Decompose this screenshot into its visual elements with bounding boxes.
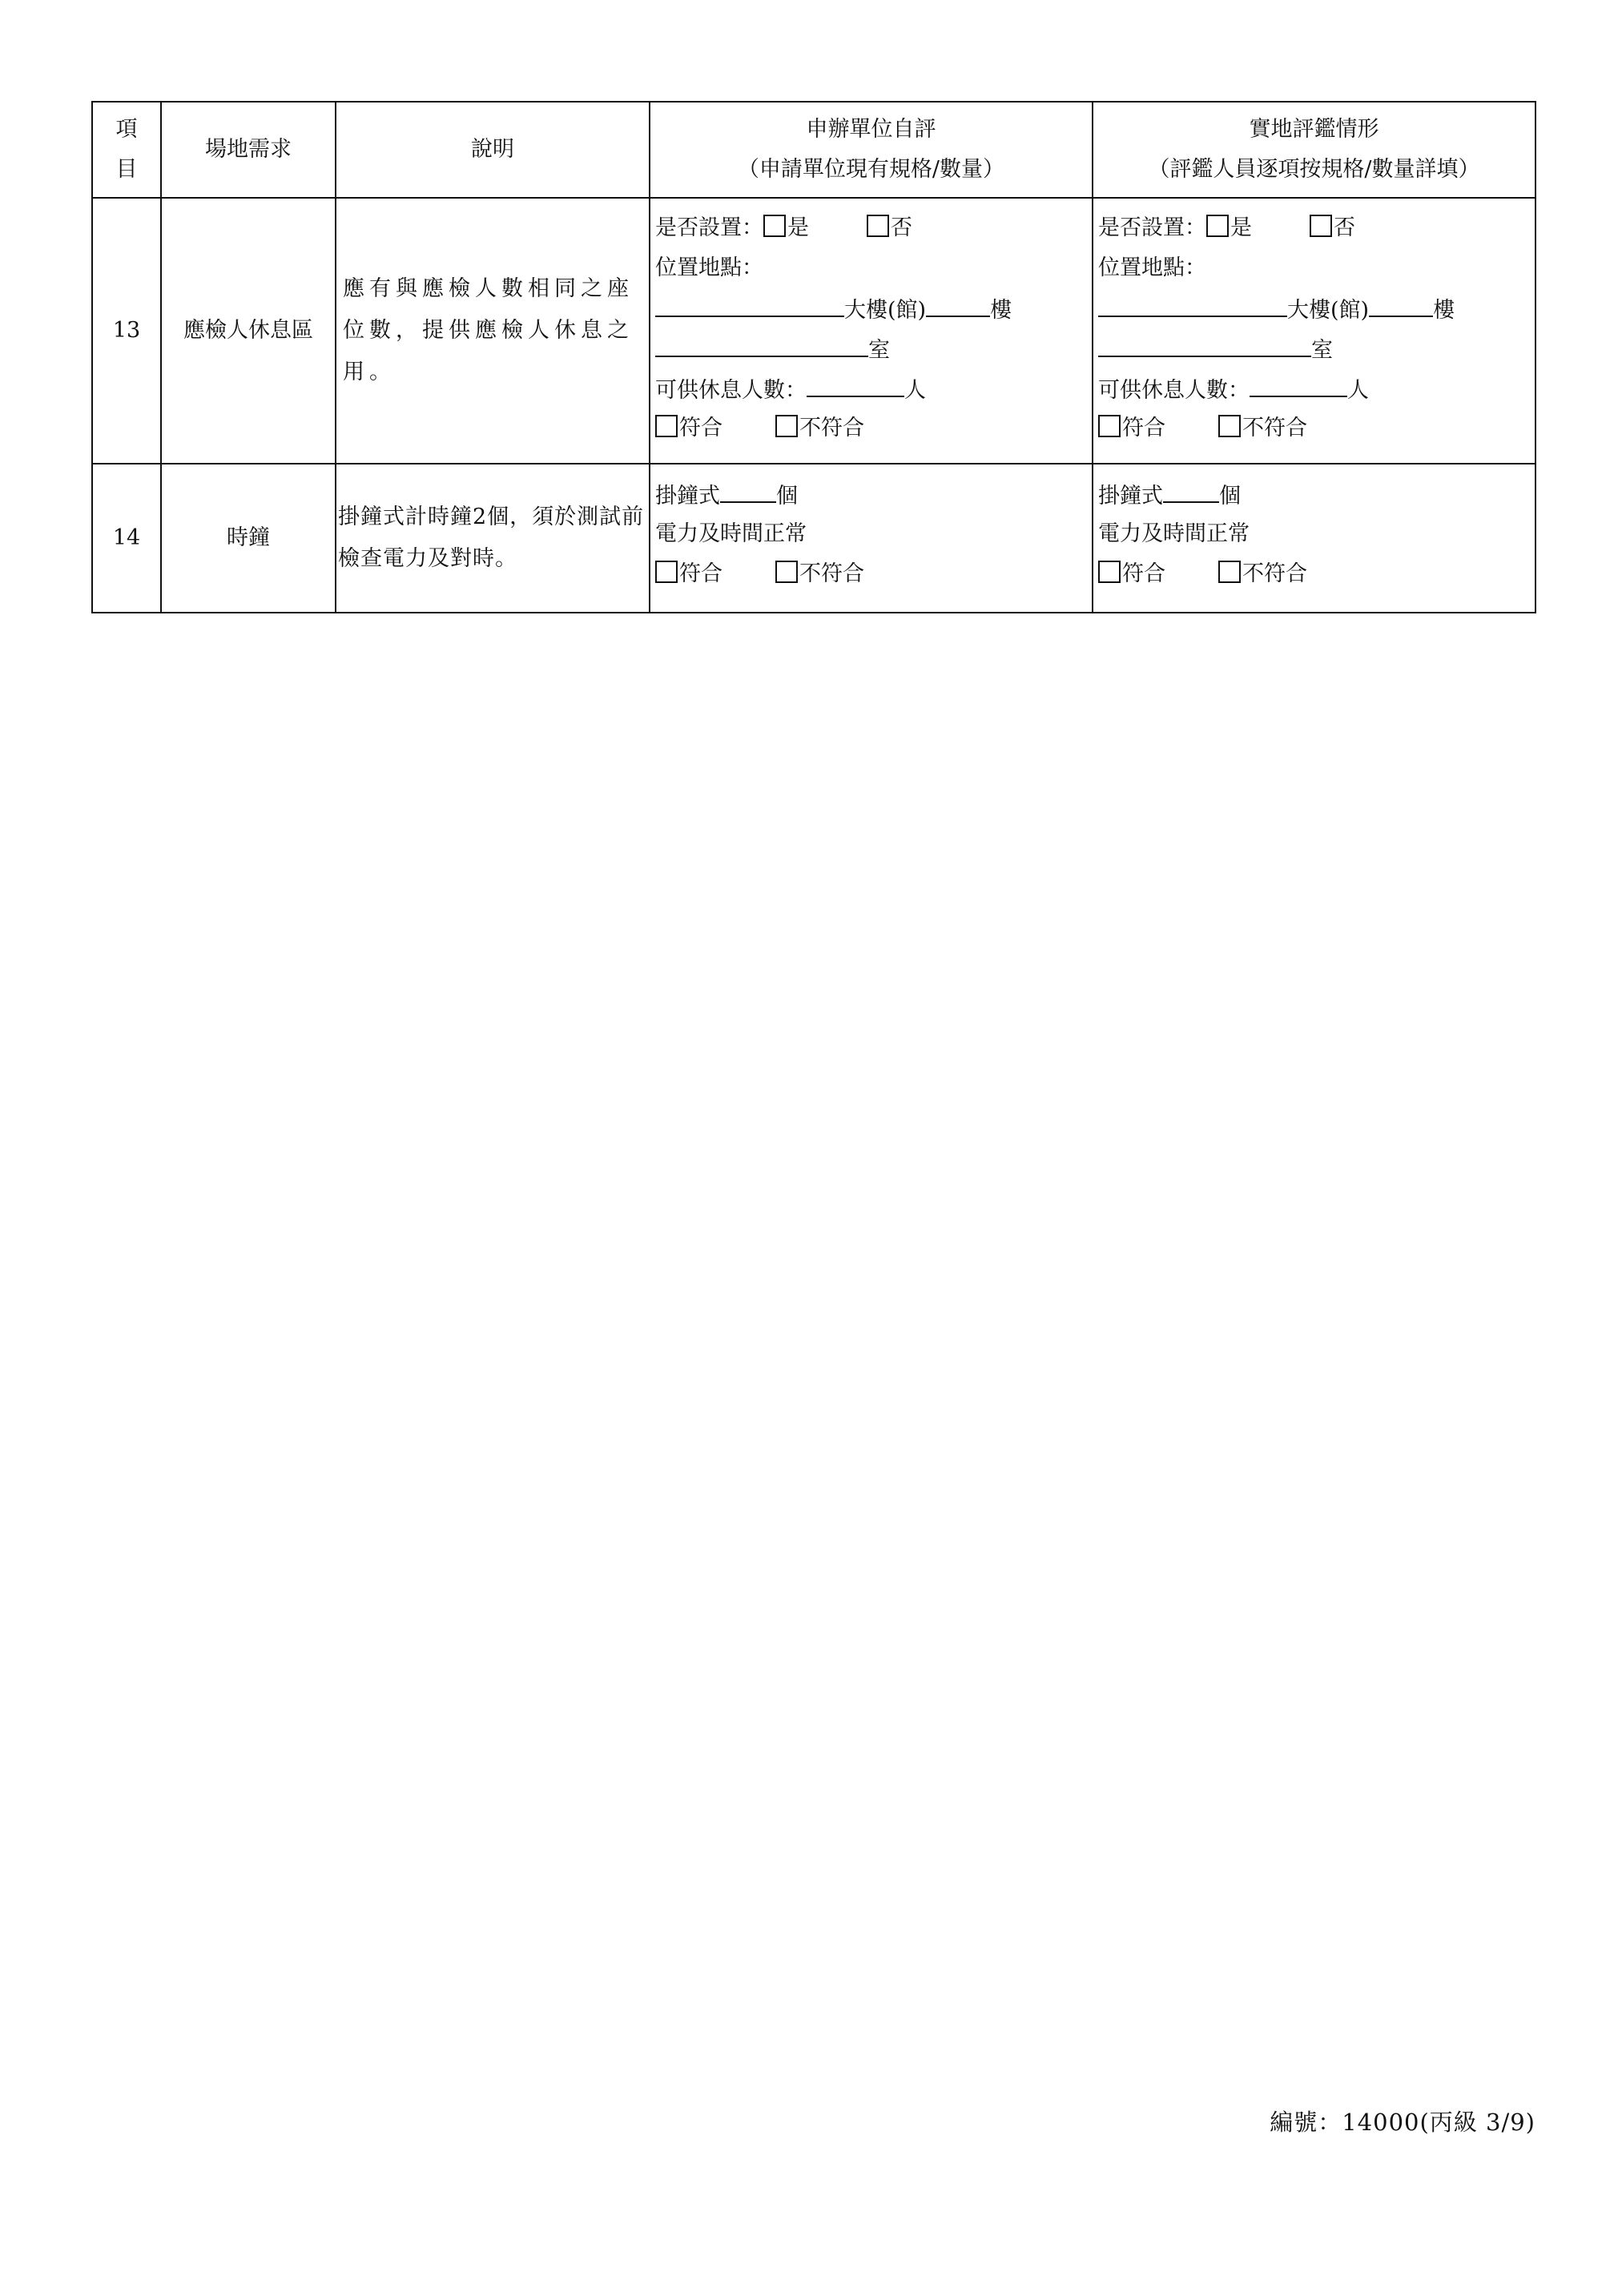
no-checkbox[interactable] bbox=[867, 215, 889, 237]
pass-checkbox[interactable] bbox=[1098, 415, 1121, 437]
room-input[interactable] bbox=[1098, 328, 1311, 357]
self-evaluation-cell: 是否設置： 是 否 位置地點： 大樓(館) 樓 室 可供休息人數： 人 符合 不符合 bbox=[650, 198, 1093, 464]
room-input[interactable] bbox=[655, 328, 868, 357]
self-evaluation-cell: 掛鐘式 個 電力及時間正常 符合 不符合 bbox=[650, 464, 1093, 613]
floor-input[interactable] bbox=[1369, 288, 1433, 317]
table-header-row bbox=[92, 102, 1535, 198]
pass-checkbox[interactable] bbox=[655, 561, 678, 583]
yes-checkbox[interactable] bbox=[1206, 215, 1229, 237]
pass-checkbox[interactable] bbox=[1098, 561, 1121, 583]
yes-checkbox[interactable] bbox=[763, 215, 786, 237]
item-description: 應有與應檢人數相同之座位數，提供應檢人休息之用。 bbox=[336, 198, 650, 464]
table-row-14 bbox=[92, 464, 1535, 613]
no-checkbox[interactable] bbox=[1310, 215, 1332, 237]
header-self-evaluation: 申辦單位自評 （申請單位現有規格/數量） bbox=[650, 102, 1093, 198]
venue-name: 時鐘 bbox=[161, 464, 336, 613]
pass-checkbox[interactable] bbox=[655, 415, 678, 437]
header-description: 說明 bbox=[336, 102, 650, 198]
item-description: 掛鐘式計時鐘2個，須於測試前檢查電力及對時。 bbox=[336, 464, 650, 613]
venue-name: 應檢人休息區 bbox=[161, 198, 336, 464]
header-venue: 場地需求 bbox=[161, 102, 336, 198]
page-footer-code: 編號：14000(丙級 3/9) bbox=[1270, 2109, 1535, 2136]
fail-checkbox[interactable] bbox=[1218, 415, 1241, 437]
capacity-input[interactable] bbox=[807, 368, 904, 397]
fail-checkbox[interactable] bbox=[1218, 561, 1241, 583]
fail-checkbox[interactable] bbox=[775, 415, 798, 437]
capacity-input[interactable] bbox=[1250, 368, 1347, 397]
item-number: 13 bbox=[92, 198, 161, 464]
header-item: 項 目 bbox=[92, 102, 161, 198]
onsite-evaluation-cell: 是否設置： 是 否 位置地點： 大樓(館) 樓 室 可供休息人數： 人 符合 不符合 bbox=[1093, 198, 1535, 464]
header-onsite-evaluation: 實地評鑑情形 （評鑑人員逐項按規格/數量詳填） bbox=[1093, 102, 1535, 198]
building-input[interactable] bbox=[1098, 288, 1287, 317]
clock-count-input[interactable] bbox=[1163, 474, 1219, 503]
item-number: 14 bbox=[92, 464, 161, 613]
onsite-evaluation-cell: 掛鐘式 個 電力及時間正常 符合 不符合 bbox=[1093, 464, 1535, 613]
building-input[interactable] bbox=[655, 288, 844, 317]
table-row-13 bbox=[92, 198, 1535, 464]
floor-input[interactable] bbox=[926, 288, 990, 317]
clock-count-input[interactable] bbox=[720, 474, 776, 503]
fail-checkbox[interactable] bbox=[775, 561, 798, 583]
inspection-form-table bbox=[91, 101, 1536, 613]
